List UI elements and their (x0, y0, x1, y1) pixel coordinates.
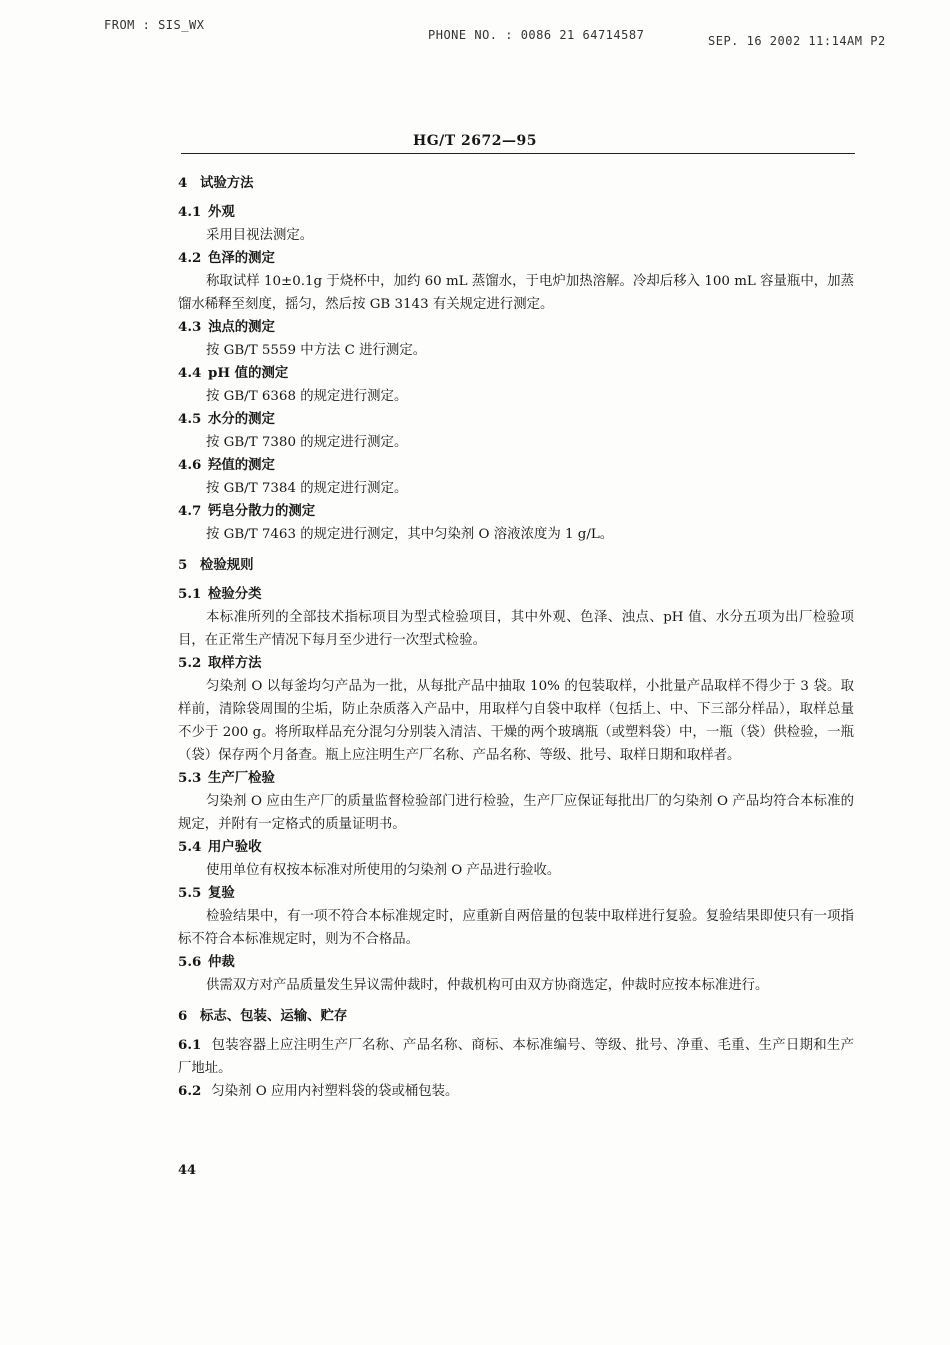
fax-timestamp: SEP. 16 2002 11:14AM P2 (708, 34, 886, 48)
section-5-4-heading: 5.4 用户验收 (178, 839, 262, 855)
section-5-2-text: 匀染剂 O 以每釜均匀产品为一批，从每批产品中抽取 10% 的包装取样，小批量产品取样不得少于 3 袋。取样前，清除袋周围的尘垢，防止杂质落入产品中，用取样勺自袋中取样（包括上、中、下三部分样品），取样总量不少于 200 g。将所取样品充分混匀分别装入清洁、干燥的两个玻璃瓶（或塑料袋）中，一瓶（袋）供检验，一瓶（袋）保存两个月备查。瓶上应注明生产厂名称、产品名称、等级、批号、取样日期和取样者。 (178, 679, 854, 763)
section-6-1-item: 6.1 包装容器上应注明生产厂名称、产品名称、商标、本标准编号、等级、批号、净重、毛重、生产日期和生产厂地址。 (178, 1037, 854, 1076)
section-5-2-heading: 5.2 取样方法 (178, 655, 262, 671)
section-4-1-text: 采用目视法测定。 (206, 228, 314, 243)
fax-phone-number: PHONE NO. : 0086 21 64714587 (428, 28, 645, 42)
section-4-5-text: 按 GB/T 7380 的规定进行测定。 (206, 435, 408, 450)
section-4-2-text: 称取试样 10±0.1g 于烧杯中，加约 60 mL 蒸馏水，于电炉加热溶解。冷却后移入 100 mL 容量瓶中，加蒸馏水稀释至刻度，摇匀，然后按 GB 3143 有关规定进行测定。 (178, 274, 854, 312)
section-4-4-heading: 4.4 pH 值的测定 (178, 365, 289, 381)
section-4-3-heading: 4.3 浊点的测定 (178, 319, 275, 335)
section-4-7-heading: 4.7 钙皂分散力的测定 (178, 503, 316, 519)
standard-code: HG/T 2672—95 (412, 133, 538, 149)
page-number: 44 (178, 1163, 197, 1178)
section-4-1-heading: 4.1 外观 (178, 204, 235, 220)
section-4-6-heading: 4.6 羟值的测定 (178, 457, 275, 473)
fax-sender: FROM : SIS_WX (104, 18, 205, 32)
section-5-3-text: 匀染剂 O 应由生产厂的质量监督检验部门进行检验，生产厂应保证每批出厂的匀染剂 O 产品均符合本标准的规定，并附有一定格式的质量证明书。 (178, 794, 854, 832)
section-5-5-heading: 5.5 复验 (178, 885, 235, 901)
section-6-heading: 6 标志、包装、运输、贮存 (178, 1008, 348, 1024)
section-4-heading: 4 试验方法 (178, 175, 254, 191)
section-4-2-heading: 4.2 色泽的测定 (178, 250, 275, 266)
section-5-4-text: 使用单位有权按本标准对所使用的匀染剂 O 产品进行验收。 (206, 863, 561, 878)
section-4-3-text: 按 GB/T 5559 中方法 C 进行测定。 (206, 343, 427, 358)
section-5-1-heading: 5.1 检验分类 (178, 586, 262, 602)
document-body (178, 172, 854, 1103)
section-5-5-text: 检验结果中，有一项不符合本标准规定时，应重新自两倍量的包装中取样进行复验。复验结果即使只有一项指标不符合本标准规定时，则为不合格品。 (178, 909, 854, 947)
section-4-7-text: 按 GB/T 7463 的规定进行测定，其中匀染剂 O 溶液浓度为 1 g/L。 (206, 527, 614, 542)
section-5-heading: 5 检验规则 (178, 557, 254, 573)
section-5-3-heading: 5.3 生产厂检验 (178, 770, 275, 786)
section-4-5-heading: 4.5 水分的测定 (178, 411, 275, 427)
section-5-6-heading: 5.6 仲裁 (178, 954, 235, 970)
header-rule (181, 153, 855, 154)
section-6-2-item: 6.2 匀染剂 O 应用内衬塑料袋的袋或桶包装。 (178, 1083, 459, 1099)
section-5-6-text: 供需双方对产品质量发生异议需仲裁时，仲裁机构可由双方协商选定，仲裁时应按本标准进行。 (206, 978, 769, 993)
section-4-6-text: 按 GB/T 7384 的规定进行测定。 (206, 481, 408, 496)
section-5-1-text: 本标准所列的全部技术指标项目为型式检验项目，其中外观、色泽、浊点、pH 值、水分五项为出厂检验项目，在正常生产情况下每月至少进行一次型式检验。 (178, 610, 854, 648)
section-4-4-text: 按 GB/T 6368 的规定进行测定。 (206, 389, 408, 404)
